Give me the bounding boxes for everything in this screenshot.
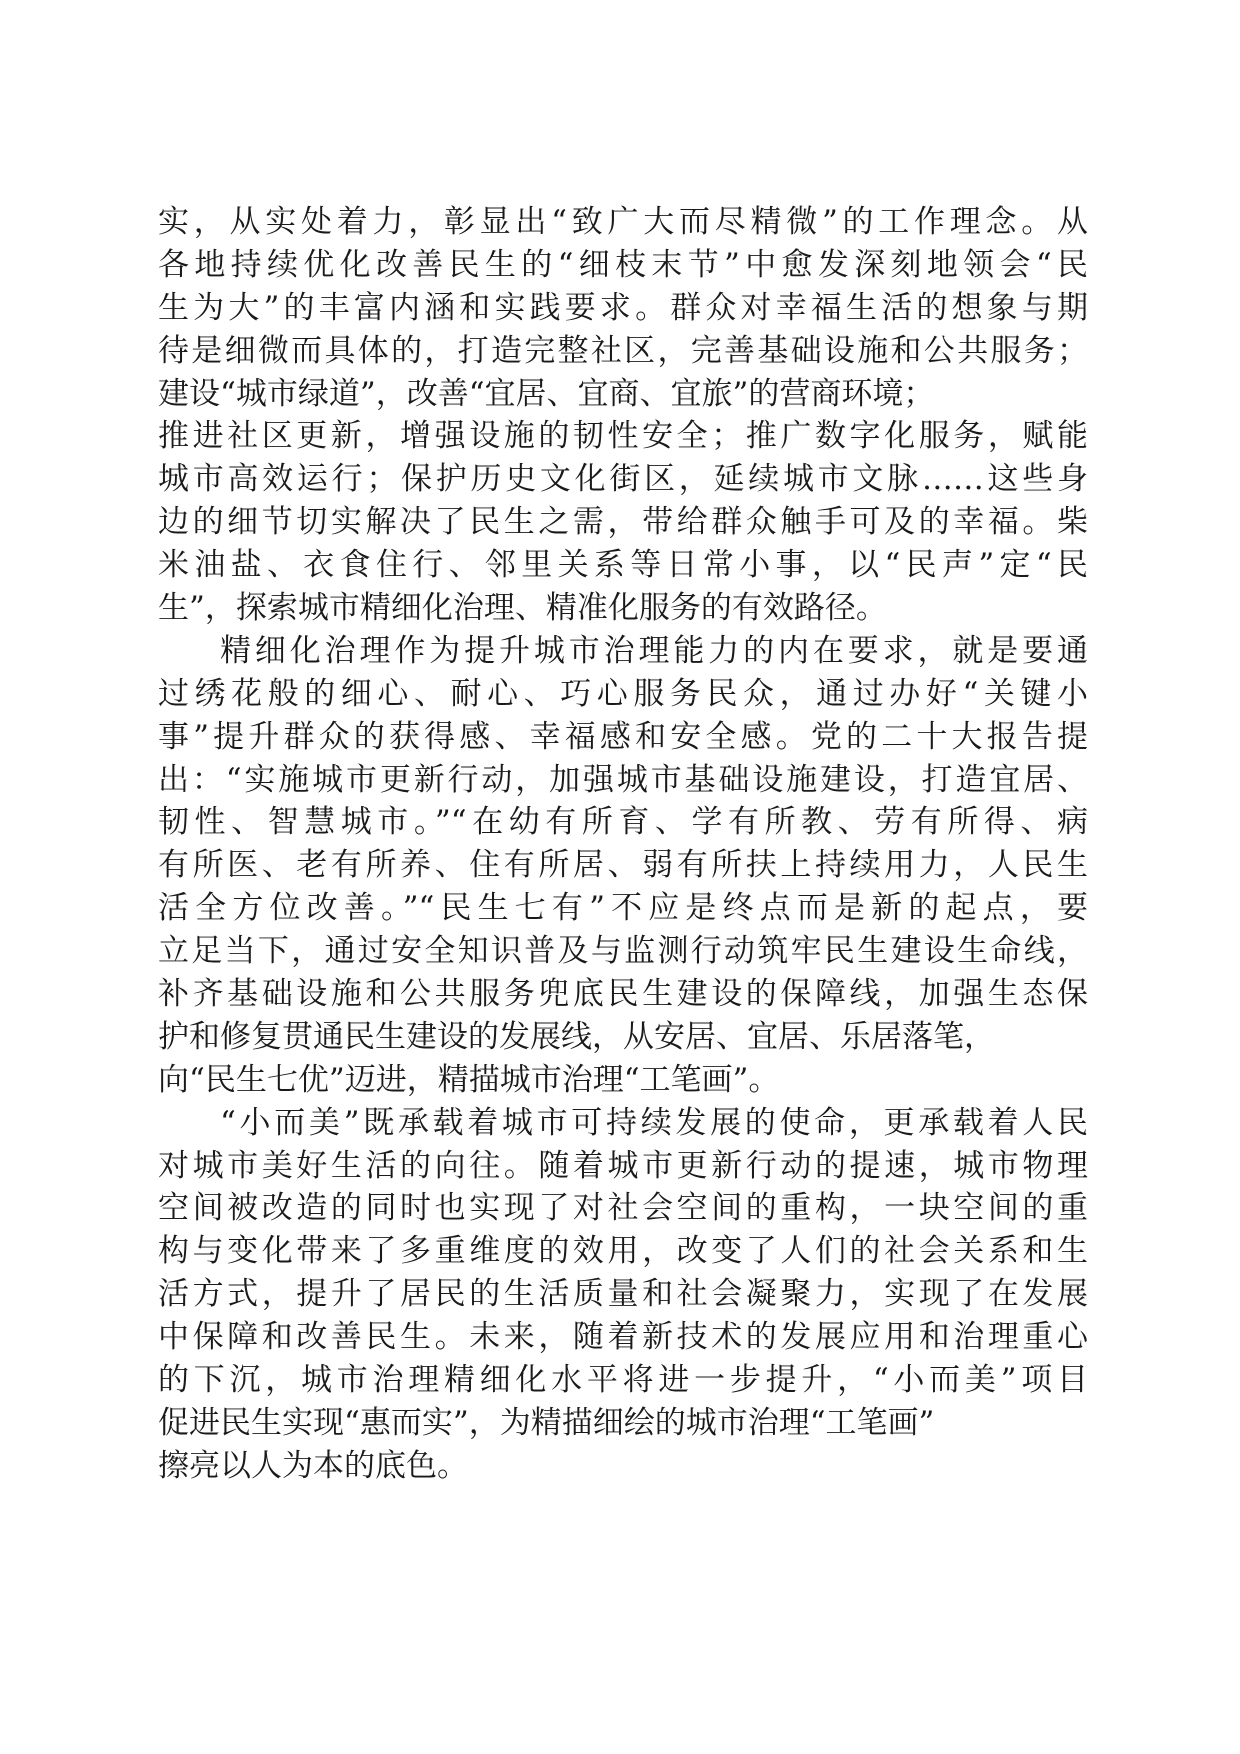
text-line: 待是细微而具体的，打造完整社区，完善基础设施和公共服务； [158, 332, 1088, 369]
text-line: 边的细节切实解决了民生之需，带给群众触手可及的幸福。柴 [158, 504, 1088, 541]
text-line: 有所医、老有所养、住有所居、弱有所扶上持续用力，人民生 [158, 847, 1088, 884]
paragraph-1 [158, 201, 1088, 630]
text-line: 对城市美好生活的向往。随着城市更新行动的提速，城市物理 [158, 1147, 1088, 1184]
text-line-last: 擦亮以人为本的底色。 [158, 1447, 468, 1484]
paragraph-2 [158, 630, 1088, 1102]
text-line: 补齐基础设施和公共服务兜底民生建设的保障线，加强生态保 [158, 976, 1088, 1013]
text-line: 过绣花般的细心、耐心、巧心服务民众，通过办好“关键小 [158, 675, 1088, 712]
text-line: 建设“城市绿道”，改善“宜居、宜商、宜旅”的营商环境； [158, 375, 935, 412]
paragraph-3 [158, 1102, 1088, 1488]
text-line: 空间被改造的同时也实现了对社会空间的重构，一块空间的重 [158, 1190, 1088, 1227]
text-line: 各地持续优化改善民生的“细枝末节”中愈发深刻地领会“民 [158, 246, 1088, 283]
text-line: 出：“实施城市更新行动，加强城市基础设施建设，打造宜居、 [158, 761, 1088, 798]
text-line: 实，从实处着力，彰显出“致广大而尽精微”的工作理念。从 [158, 204, 1088, 240]
text-line: 米油盐、衣食住行、邻里关系等日常小事，以“民声”定“民 [158, 547, 1088, 584]
text-line: 的下沉，城市治理精细化水平将进一步提升，“小而美”项目 [158, 1362, 1088, 1399]
text-line-first: 精细化治理作为提升城市治理能力的内在要求，就是要通 [220, 632, 1088, 669]
text-line-last: 向“民生七优”迈进，精描城市治理“工笔画”。 [158, 1061, 780, 1098]
text-line: 中保障和改善民生。未来，随着新技术的发展应用和治理重心 [158, 1319, 1088, 1356]
body-text [158, 201, 1088, 1488]
text-line: 活方式，提升了居民的生活质量和社会凝聚力，实现了在发展 [158, 1276, 1088, 1313]
text-line: 活全方位改善。”“民生七有”不应是终点而是新的起点，要 [158, 890, 1088, 927]
text-line-first: “小而美”既承载着城市可持续发展的使命，更承载着人民 [220, 1104, 1088, 1141]
text-line: 推进社区更新，增强设施的韧性安全；推广数字化服务，赋能 [158, 418, 1088, 455]
text-line: 韧性、智慧城市。”“在幼有所育、学有所教、劳有所得、病 [158, 804, 1088, 841]
text-line: 城市高效运行；保护历史文化街区，延续城市文脉……这些身 [158, 461, 1088, 498]
text-line: 促进民生实现“惠而实”，为精描细绘的城市治理“工笔画” [158, 1404, 935, 1441]
text-line: 护和修复贯通民生建设的发展线，从安居、宜居、乐居落笔， [158, 1018, 995, 1055]
text-line: 生为大”的丰富内涵和实践要求。群众对幸福生活的想象与期 [158, 289, 1088, 326]
text-line: 事”提升群众的获得感、幸福感和安全感。党的二十大报告提 [158, 718, 1088, 755]
text-line: 构与变化带来了多重维度的效用，改变了人们的社会关系和生 [158, 1233, 1088, 1270]
text-line: 立足当下，通过安全知识普及与监测行动筑牢民生建设生命线， [158, 933, 1088, 970]
text-line-last: 生”，探索城市精细化治理、精准化服务的有效路径。 [158, 590, 887, 627]
